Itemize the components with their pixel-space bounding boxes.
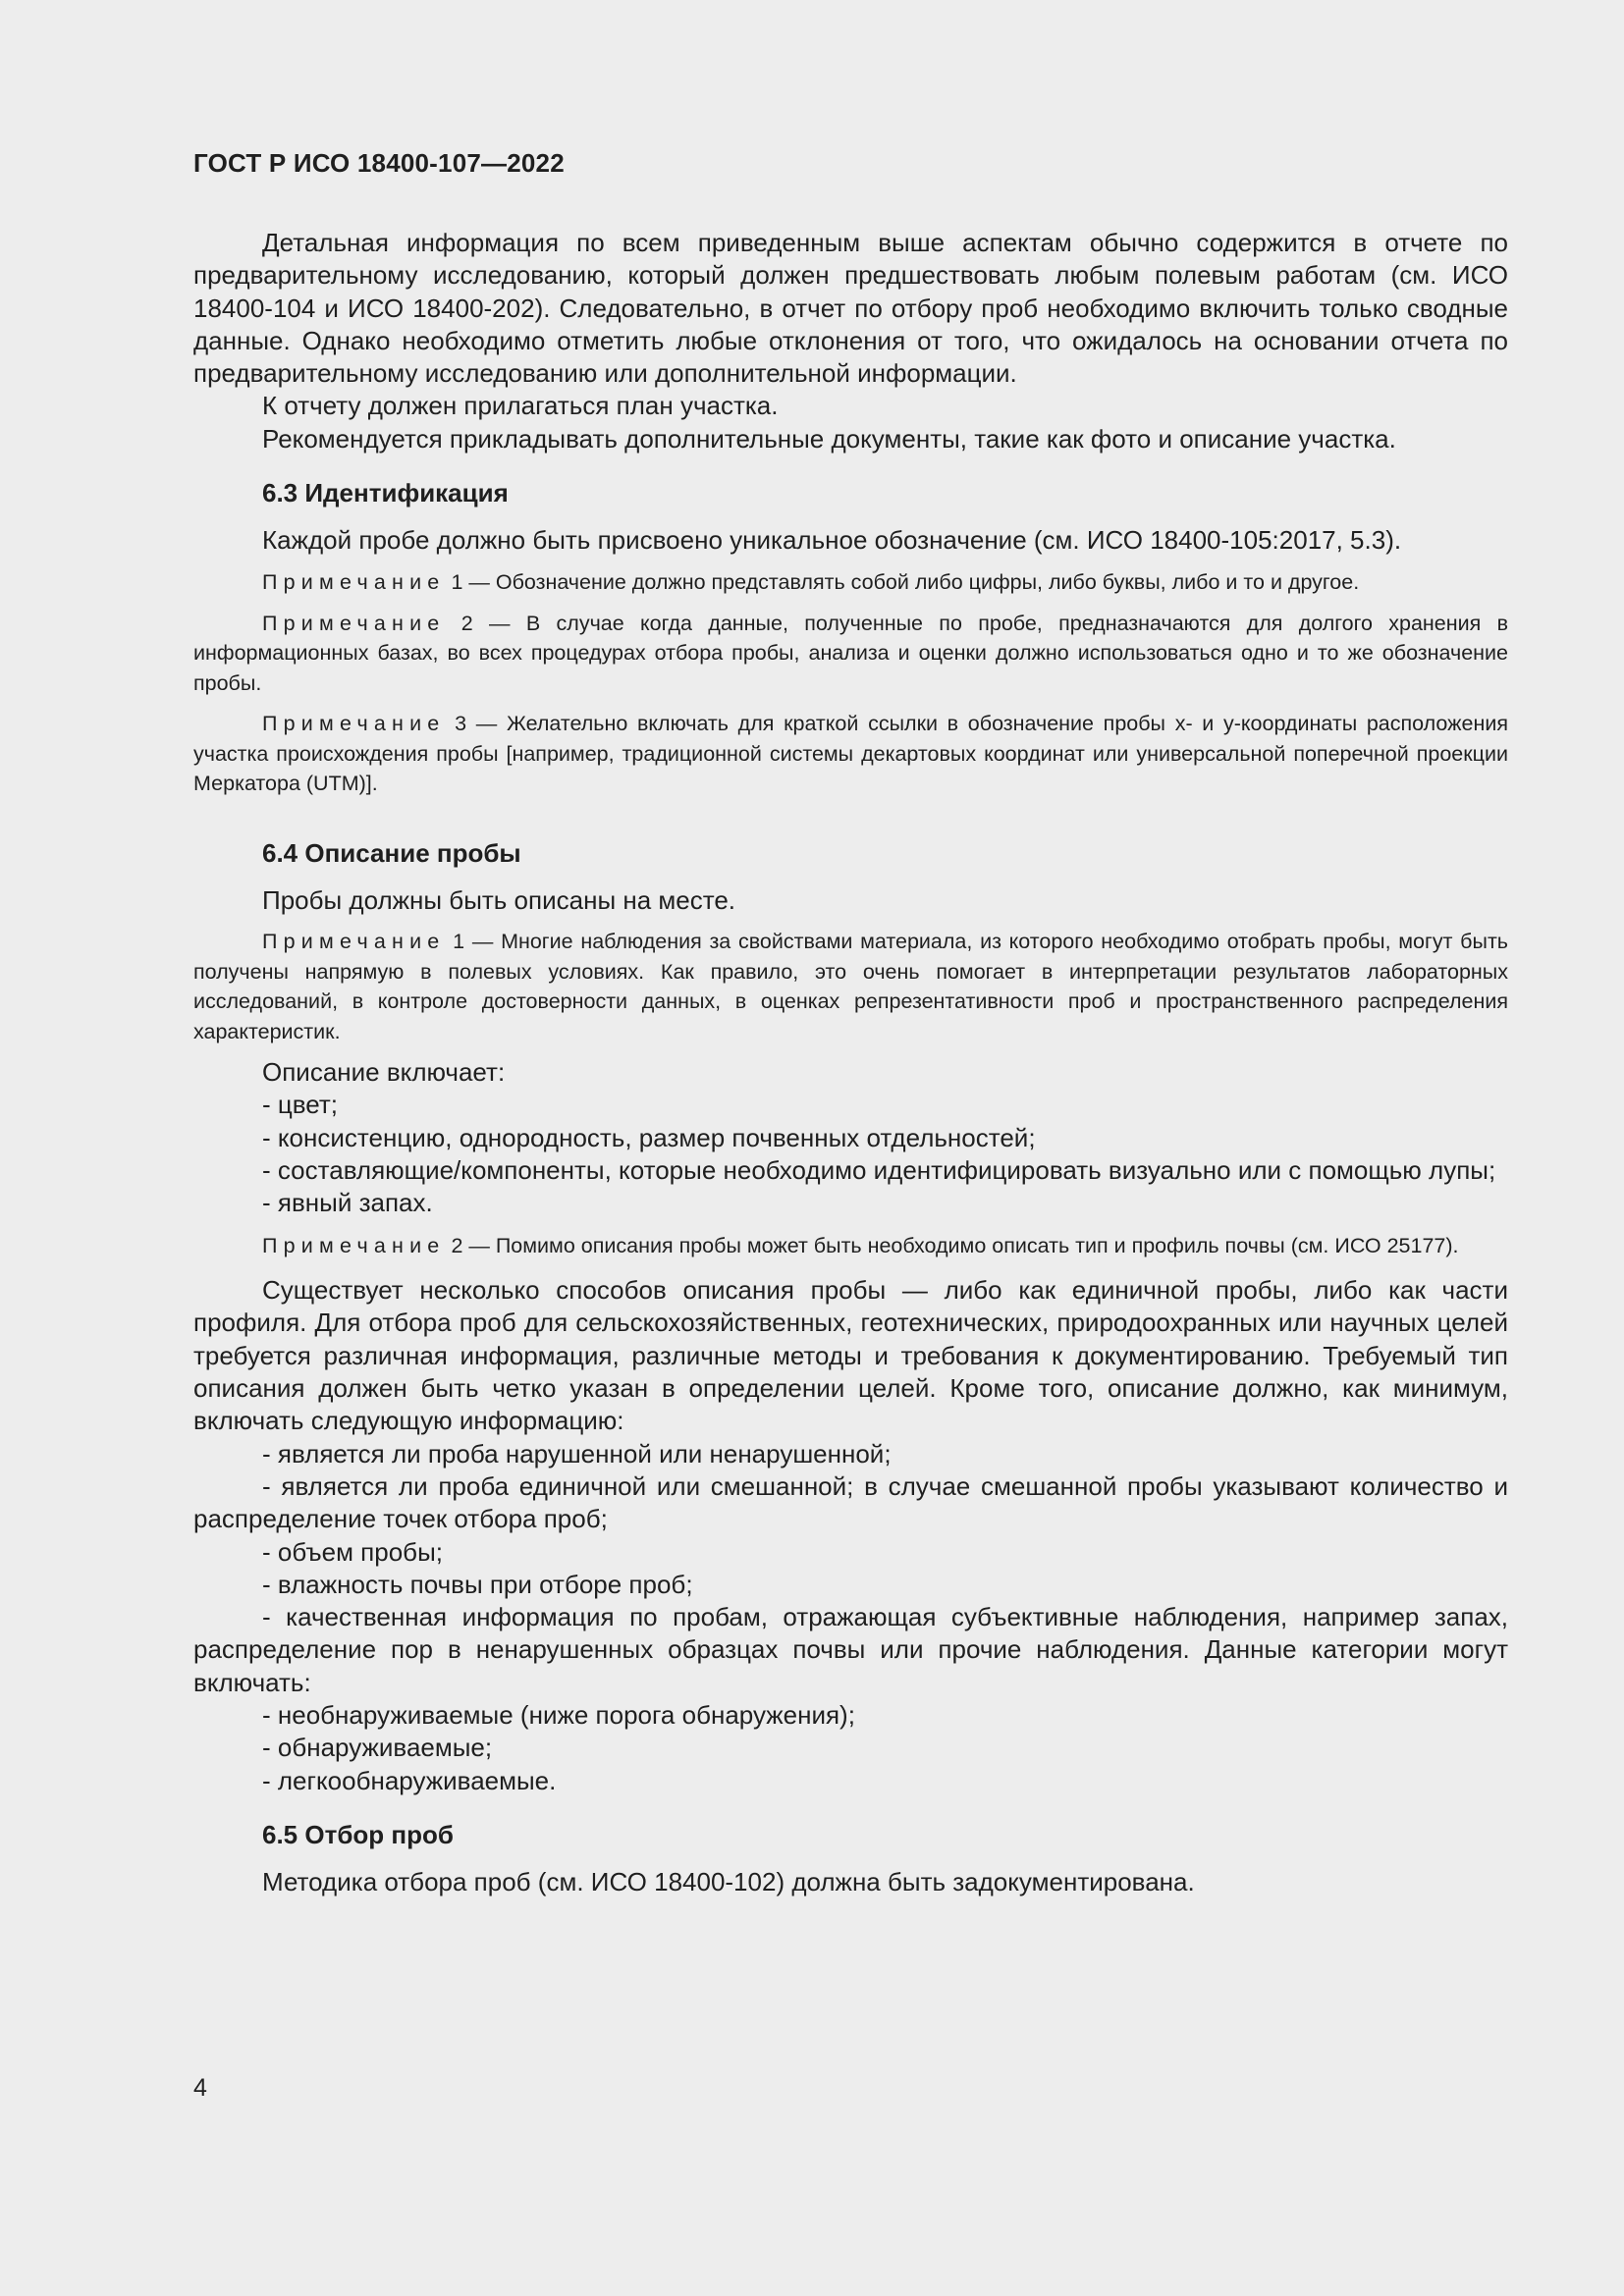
section-6-3-paragraph: Каждой пробе должно быть присвоено уникальное обозначение (см. ИСО 18400-105:2017, 5.3).	[262, 525, 1402, 556]
note-6-3-1	[193, 567, 1508, 598]
list-item: - цвет;	[262, 1090, 339, 1120]
list-item: - составляющие/компоненты, которые необходимо идентифицировать визуально или с помощью лупы;	[262, 1155, 1496, 1186]
note-text: 1 — Многие наблюдения за свойствами материала, из которого необходимо отобрать пробы, могут быть получены напрямую в полевых условиях. Как правило, это очень помогает в интерпретации результатов лабораторных исследований, в контроле достоверности данных, в оценках репрезентативности проб и пространственного распределения характеристик.	[193, 930, 1508, 1043]
page-number: 4	[193, 2074, 207, 2102]
list-item: - влажность почвы при отборе проб;	[262, 1569, 693, 1599]
standard-header: ГОСТ Р ИСО 18400-107—2022	[193, 148, 565, 178]
note-6-3-3	[193, 709, 1508, 799]
note-label: Примечание	[262, 1233, 446, 1257]
intro-paragraph: Детальная информация по всем приведенным выше аспектам обычно содержится в отчете по предварительному исследованию, который должен предшествовать любым полевым работам (см. ИСО 18400-104 и ИСО 18400-202). Следовательно, в отчет по отбору проб необходимо включить только сводные данные. Однако необходимо отметить любые отклонения от того, что ожидалось на основании отчета по предварительному исследованию или дополнительной информации.	[193, 228, 1508, 389]
note-label: Примечание	[262, 930, 446, 954]
note-6-3-2	[193, 609, 1508, 699]
intro-site-plan: К отчету должен прилагаться план участка.	[262, 391, 779, 421]
section-6-4-paragraph: Пробы должны быть описаны на месте.	[262, 884, 736, 915]
list-item: - является ли проба единичной или смешанной; в случае смешанной пробы указывают количество и распределение точек отбора проб;	[193, 1470, 1508, 1534]
main-content	[193, 227, 1508, 1898]
note-label: Примечание	[262, 570, 446, 595]
list-item: - явный запах.	[262, 1188, 433, 1218]
note-text: 1 — Обозначение должно представлять собой либо цифры, либо буквы, либо и то и другое.	[451, 570, 1360, 595]
section-6-4-methods-paragraph: Существует несколько способов описания пробы — либо как единичной пробы, либо как части профиля. Для отбора проб для сельскохозяйственных, геотехнических, природоохранных или научных целей требуется различная информация, различные методы и требования к документированию. Требуемый тип описания должен быть четко указан в определении целей. Кроме того, описание должно, как минимум, включать следующую информацию:	[193, 1275, 1508, 1436]
note-text: 3 — Желательно включать для краткой ссылки в обозначение пробы x- и y-координаты расположения участка происхождения пробы [например, традиционной системы декартовых координат или универсальной поперечной проекции Меркатора (UTM)].	[193, 712, 1508, 796]
note-label: Примечание	[262, 712, 446, 736]
section-6-5-paragraph: Методика отбора проб (см. ИСО 18400-102) должна быть задокументирована.	[262, 1866, 1195, 1896]
intro-documents: Рекомендуется прикладывать дополнительные документы, такие как фото и описание участка.	[262, 423, 1396, 454]
note-6-4-1	[193, 927, 1508, 1046]
note-6-4-2	[193, 1231, 1508, 1261]
list-item: - является ли проба нарушенной или ненарушенной;	[262, 1438, 892, 1468]
list-item: - обнаруживаемые;	[262, 1733, 493, 1763]
list-item: - качественная информация по пробам, отражающая субъективные наблюдения, например запах, распределение пор в ненарушенных образцах почвы или прочие наблюдения. Данные категории могут включать:	[193, 1602, 1508, 1697]
list-item: - легкообнаруживаемые.	[262, 1765, 557, 1795]
note-text: 2 — В случае когда данные, полученные по пробе, предназначаются для долгого хранения в информационных базах, во всех процедурах отбора пробы, анализа и оценки должно использоваться одно и то же обозначение пробы.	[193, 611, 1508, 695]
list-item: - консистенцию, однородность, размер почвенных отдельностей;	[262, 1122, 1036, 1152]
section-6-3-heading: 6.3 Идентификация	[262, 478, 509, 508]
section-6-4-heading: 6.4 Описание пробы	[262, 837, 521, 868]
note-label: Примечание	[262, 611, 446, 635]
note-text: 2 — Помимо описания пробы может быть необходимо описать тип и профиль почвы (см. ИСО 25177).	[451, 1233, 1459, 1257]
description-intro: Описание включает:	[262, 1057, 506, 1088]
list-item: - объем пробы;	[262, 1536, 443, 1567]
section-6-5-heading: 6.5 Отбор проб	[262, 1819, 454, 1849]
list-item: - необнаруживаемые (ниже порога обнаружения);	[262, 1700, 855, 1731]
